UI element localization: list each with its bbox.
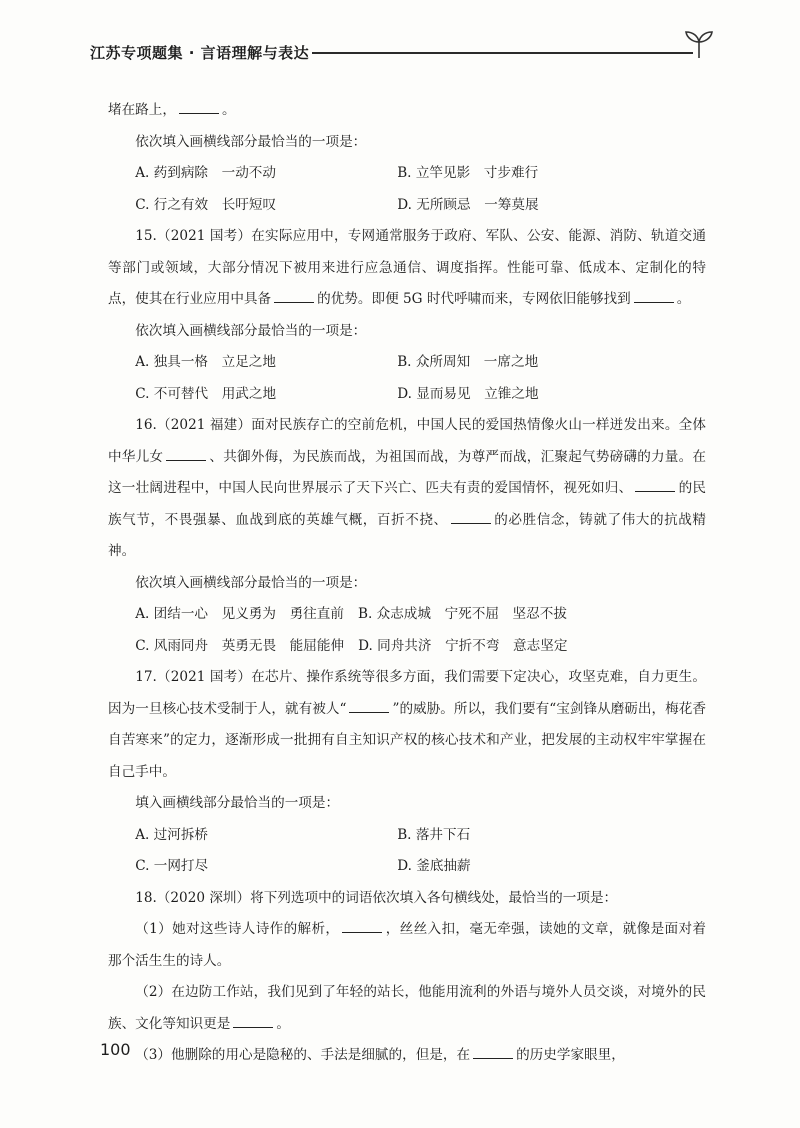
option-a: A. 过河拆桥 [135, 826, 209, 843]
fill-blank [349, 699, 389, 713]
option-b: B. 众所周知 一席之地 [397, 354, 539, 370]
page-content [108, 95, 706, 1072]
fill-blank [635, 478, 675, 492]
header-rule [312, 52, 693, 54]
option-a: A. 团结一心 见义勇为 勇往直前 [135, 606, 344, 622]
header-title: 江苏专项题集 · 言语理解与表达 [90, 44, 310, 62]
option-row [108, 379, 706, 411]
fill-blank [166, 447, 206, 461]
option-b: B. 落井下石 [397, 826, 471, 843]
option-row [108, 599, 706, 631]
sprout-icon [683, 30, 715, 60]
option-row [108, 158, 706, 190]
option-c: C. 不可替代 用武之地 [135, 385, 277, 402]
sentence-1: （1）她对这些诗人诗作的解析， ，丝丝入扣，毫无牵强，读她的文章，就像是面对着那个活生生的诗人。 [108, 921, 706, 969]
question-prompt: 填入画横线部分最恰当的一项是： [135, 795, 340, 811]
fill-blank [473, 1045, 513, 1059]
question-17-stem: 17.（2021 国考）在芯片、操作系统等很多方面，我们需要下定决心，攻坚克难，自力更生。因为一旦核心技术受制于人，就有被人“ ”的威胁。所以，我们要有“宝剑锋从磨砺出，梅花香自苦寒来”的定力，逐渐形成一批拥有自主知识产权的核心技术和产业，把发展的主动权牢牢掌握在自己手中。 [108, 669, 706, 780]
continued-paragraph: 堵在路上， 。 [108, 102, 236, 118]
question-15-stem: 15.（2021 国考）在实际应用中，专网通常服务于政府、军队、公安、能源、消防、轨道交通等部门或领域，大部分情况下被用来进行应急通信、调度指挥。性能可靠、低成本、定制化的特点，使其在行业应用中具备 的优势。即便 5G 时代呼啸而来，专网依旧能够找到 。 [108, 228, 706, 307]
option-c: C. 行之有效 长吁短叹 [135, 196, 277, 213]
sentence-3: （3）他删除的用心是隐秘的、手法是细腻的，但是，在 的历史学家眼里， [135, 1047, 625, 1063]
question-16-stem: 16.（2021 福建）面对民族存亡的空前危机，中国人民的爱国热情像火山一样迸发出来。全体中华儿女 、共御外侮，为民族而战，为祖国而战，为尊严而战，汇聚起气势磅礴的力量。在这一壮阔进程中，中国人民向世界展示了天下兴亡、匹夫有责的爱国情怀，视死如归、 的民族气节，不畏强暴、血战到底的英雄气概，百折不挠、 的必胜信念，铸就了伟大的抗战精神。 [108, 417, 707, 559]
option-c: C. 一网打尽 [135, 858, 209, 874]
question-prompt: 依次填入画横线部分最恰当的一项是： [135, 574, 367, 591]
fill-blank [342, 919, 382, 933]
running-header [90, 36, 715, 76]
option-row [108, 347, 706, 379]
page-number: 100 [100, 1040, 131, 1059]
option-b: B. 众志成城 宁死不屈 坚忍不拔 [357, 606, 567, 622]
fill-blank [634, 289, 674, 303]
fill-blank [274, 289, 314, 303]
option-row [108, 631, 706, 663]
question-prompt: 依次填入画横线部分最恰当的一项是： [135, 133, 367, 150]
option-b: B. 立竿见影 寸步难行 [397, 165, 539, 181]
fill-blank [179, 100, 219, 114]
option-d: D. 显而易见 立锥之地 [397, 385, 539, 402]
question-18-stem: 18.（2020 深圳）将下列选项中的词语依次填入各句横线处，最恰当的一项是： [135, 889, 618, 906]
option-row [108, 820, 706, 852]
option-d: D. 釜底抽薪 [397, 858, 471, 874]
question-prompt: 依次填入画横线部分最恰当的一项是： [135, 322, 367, 339]
option-row [108, 190, 706, 222]
option-row [108, 851, 706, 883]
fill-blank [451, 510, 491, 524]
sentence-2: （2）在边防工作站，我们见到了年轻的站长，他能用流利的外语与境外人员交谈，对境外的民族、文化等知识更是 。 [108, 984, 706, 1032]
option-a: A. 独具一格 立足之地 [135, 354, 276, 370]
fill-blank [233, 1014, 273, 1028]
option-a: A. 药到病除 一动不动 [135, 165, 276, 181]
option-c: C. 风雨同舟 英勇无畏 能屈能伸 [135, 637, 345, 654]
option-d: D. 无所顾忌 一筹莫展 [397, 196, 539, 213]
option-d: D. 同舟共济 宁折不弯 意志坚定 [358, 637, 568, 654]
